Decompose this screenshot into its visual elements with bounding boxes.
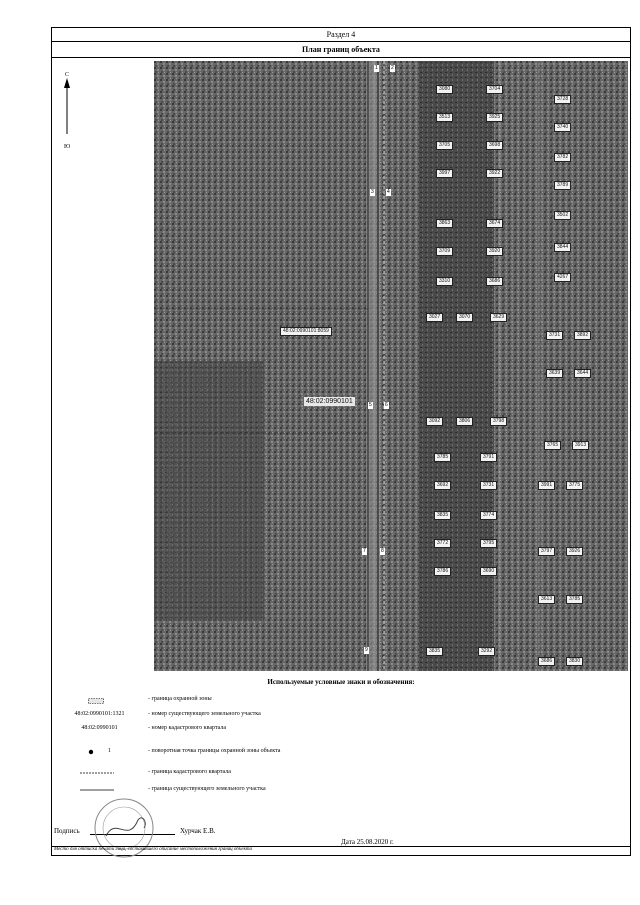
plot-number-label: 3310 (436, 277, 453, 286)
plot-number-label: 3070 (456, 313, 473, 322)
plot-number-label: 3027 (426, 313, 443, 322)
zone-boundary-icon (88, 698, 104, 704)
plot-number-label: 3692 (434, 481, 451, 490)
turning-point-label: 3 (371, 189, 374, 195)
legend-desc: - граница существующего земельного участка (148, 786, 266, 792)
quarter-cadastral-label: 48:02:0990101 (306, 398, 353, 405)
legend-desc: - поворотная точка границы охранной зоны объекта (148, 748, 281, 754)
plot-number-label: 3785 (434, 453, 451, 462)
plot-number-label: 3629 (490, 313, 507, 322)
plot-number-label: 3806 (456, 417, 473, 426)
plot-number-label: 3644 (574, 369, 591, 378)
legend-desc: - номер существующего земельного участка (148, 711, 261, 717)
plot-number-label: 3690 (480, 567, 497, 576)
legend-row-zone (52, 696, 630, 710)
plot-number-label: 3092 (426, 417, 443, 426)
turning-point-label: 1 (375, 65, 378, 71)
quarter-boundary-line-icon (80, 771, 114, 775)
document-frame (51, 27, 631, 856)
compass-arrow-icon (60, 68, 74, 148)
page-title: План границ объекта (52, 42, 630, 58)
plot-boundary-line-icon (80, 788, 114, 792)
legend-row-quarter-boundary (52, 769, 630, 783)
plot-number-label: 3785 (566, 595, 583, 604)
legend-row-quarter (52, 725, 630, 739)
plot-number-label: 3639 (546, 369, 563, 378)
plot-number-label: 3709 (436, 247, 453, 256)
plot-number-label: 3892 (574, 331, 591, 340)
plot-number-label: 3765 (544, 441, 561, 450)
plot-number-label: 3844 (554, 243, 571, 252)
plot-number-label: 3789 (554, 181, 571, 190)
legend-desc: - номер кадастрового квартала (148, 725, 227, 731)
plot-number-label: 3080 (436, 85, 453, 94)
plot-number-label: 3704 (486, 85, 503, 94)
legend-desc: - граница охранной зоны (148, 696, 212, 702)
plot-number-label: 3926 (566, 547, 583, 556)
plot-number-label: 3795 (480, 539, 497, 548)
legend-symbol: 48:02:0990101:1321 (74, 711, 125, 717)
plot-number-label: 3925 (486, 113, 503, 122)
plot-number-label: 3835 (434, 511, 451, 520)
plot-number-label: 3786 (434, 567, 451, 576)
plot-number-label: 3674 (486, 219, 503, 228)
plot-number-label: 3830 (566, 657, 583, 666)
section-header: Раздел 4 (52, 28, 630, 42)
plot-number-label: 3513 (436, 113, 453, 122)
plot-number-label: 3731 (546, 331, 563, 340)
signature-date: Дата 25.08.2020 г. (341, 838, 394, 846)
plot-number-label: 3292 (478, 647, 495, 656)
stamp-footnote: Место для оттиска печати лица, составившего описание местоположения границ объекта (54, 847, 253, 852)
turning-point-label: 8 (381, 548, 384, 554)
plot-number-label: 3772 (434, 539, 451, 548)
plot-number-label: 3728 (554, 95, 571, 104)
plot-number-label: 3775 (566, 481, 583, 490)
turning-point-label: 9 (365, 647, 368, 653)
plot-number-label: 3698 (486, 141, 503, 150)
plot-number-label: 3740 (554, 123, 571, 132)
plot-number-label: 3997 (436, 169, 453, 178)
plot-number-label: 3774 (480, 511, 497, 520)
plot-number-label: 3686 (486, 277, 503, 286)
plot-number-label: 3863 (436, 219, 453, 228)
turning-point-label: 6 (385, 402, 388, 408)
plot-number-label: 3613 (538, 595, 555, 604)
legend-row-plot (52, 711, 630, 725)
turning-point-label: 7 (363, 548, 366, 554)
plot-number-label: 3835 (426, 647, 443, 656)
turning-point-label: 5 (369, 402, 372, 408)
plot-number-label: 3922 (486, 169, 503, 178)
legend-title: Используемые условные знаки и обозначения: (267, 678, 415, 686)
compass-south-label: Ю (64, 144, 71, 148)
point-dot-icon (88, 749, 94, 755)
legend-row-point (52, 748, 630, 762)
plot-number-label: 3798 (490, 417, 507, 426)
plot-number-label: 3920 (486, 247, 503, 256)
turning-point-label: 4 (387, 189, 390, 195)
plot-number-label: 3991 (538, 481, 555, 490)
signature-label: Подпись (54, 827, 80, 835)
plot-cadastral-label: 48:02:0990101:8059 (280, 327, 332, 336)
plot-number-label: 3686 (538, 657, 555, 666)
legend-point-number: 1 (108, 748, 111, 754)
legend-desc: - граница кадастрового квартала (148, 769, 231, 775)
plot-number-label: 3705 (436, 141, 453, 150)
plot-number-label: 3913 (572, 441, 589, 450)
plot-number-label: 3782 (554, 153, 571, 162)
plot-number-label: 3502 (554, 211, 571, 220)
plot-number-label: 3731 (480, 481, 497, 490)
signer-name: Хурчак Е.В. (180, 827, 216, 835)
satellite-map (154, 61, 628, 671)
plot-number-label: 4267 (554, 273, 571, 282)
turning-point-label: 2 (391, 65, 394, 71)
legend-symbol: 48:02:0990101 (81, 725, 118, 731)
compass-north-label: С (65, 72, 70, 78)
plot-number-label: 3797 (538, 547, 555, 556)
plot-number-label: 3791 (480, 453, 497, 462)
